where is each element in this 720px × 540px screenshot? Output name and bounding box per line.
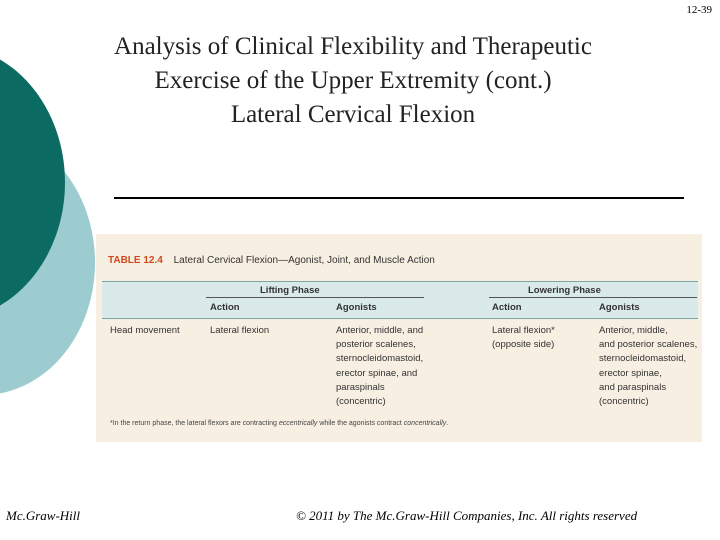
lifting-agonists-cell bbox=[336, 324, 423, 409]
col-agonists-lifting: Agonists bbox=[336, 302, 377, 313]
cell-line: and paraspinals bbox=[599, 381, 667, 393]
lifting-action-cell: Lateral flexion bbox=[210, 325, 270, 336]
cell-line: Anterior, middle, bbox=[599, 325, 668, 336]
title-line-1: Analysis of Clinical Flexibility and Therapeutic bbox=[114, 33, 592, 60]
cell-line: Lateral flexion* bbox=[492, 325, 555, 336]
lowering-action-cell bbox=[492, 324, 555, 352]
lifting-phase-header: Lifting Phase bbox=[260, 285, 320, 296]
cell-line: sternocleidomastoid, bbox=[336, 353, 424, 365]
table-label: TABLE 12.4 bbox=[108, 255, 163, 266]
cell-line: Anterior, middle, and bbox=[336, 325, 424, 336]
cell-line: erector spinae, and bbox=[336, 367, 418, 379]
footer-publisher: Mc.Graw-Hill bbox=[6, 508, 81, 523]
table-heading bbox=[108, 255, 435, 266]
footnote-text: *In the return phase, the lateral flexors are contracting bbox=[110, 420, 279, 427]
muscle-action-table bbox=[96, 234, 702, 442]
col-agonists-lowering: Agonists bbox=[599, 302, 640, 313]
table-header-band bbox=[102, 281, 698, 319]
lowering-agonists-cell bbox=[599, 324, 697, 409]
lowering-phase-header: Lowering Phase bbox=[528, 285, 601, 296]
footnote-text: while the agonists contract bbox=[317, 420, 404, 427]
title-line-2: Exercise of the Upper Extremity (cont.) bbox=[154, 67, 552, 94]
footnote-emphasis: concentrically bbox=[403, 420, 447, 427]
slide-title bbox=[60, 30, 646, 132]
title-divider bbox=[114, 197, 684, 199]
col-action-lowering: Action bbox=[492, 302, 522, 313]
table-caption: Lateral Cervical Flexion—Agonist, Joint, and Muscle Action bbox=[173, 255, 435, 266]
footer-copyright: © 2011 by The Mc.Graw-Hill Companies, Inc. All rights reserved bbox=[296, 508, 638, 523]
title-line-3: Lateral Cervical Flexion bbox=[230, 101, 476, 128]
cell-line: posterior scalenes, bbox=[336, 339, 416, 351]
cell-line: paraspinals bbox=[336, 381, 385, 393]
cell-line: (concentric) bbox=[599, 396, 649, 408]
footnote-emphasis: eccentrically bbox=[278, 420, 318, 427]
col-action-lifting: Action bbox=[210, 302, 240, 313]
cell-line: sternocleidomastoid, bbox=[599, 353, 687, 365]
footnote-text: . bbox=[446, 420, 449, 427]
table-footnote bbox=[110, 420, 448, 427]
row-label-head-movement: Head movement bbox=[110, 325, 180, 336]
cell-line: (concentric) bbox=[336, 396, 386, 408]
cell-line: (opposite side) bbox=[492, 339, 555, 351]
cell-line: erector spinae, bbox=[599, 367, 662, 379]
cell-line: and posterior scalenes, bbox=[599, 339, 698, 351]
lowering-phase-rule bbox=[489, 297, 697, 298]
slide-number: 12-39 bbox=[686, 4, 712, 16]
lifting-phase-rule bbox=[206, 297, 424, 298]
